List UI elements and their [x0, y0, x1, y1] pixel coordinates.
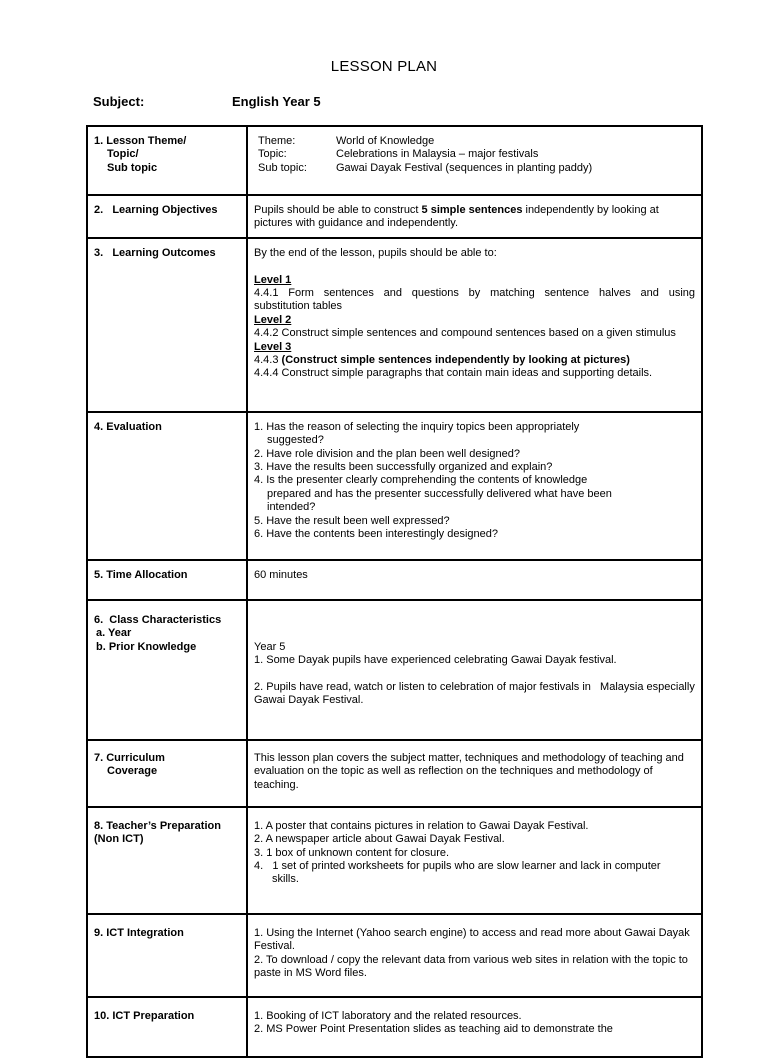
table-row	[87, 126, 702, 195]
eval-question-6: 6. Have the contents been interestingly designed?	[254, 528, 498, 541]
ict-integration-item-1: 1. Using the Internet (Yahoo search engine) to access and read more about Gawai Dayak Festival.	[254, 926, 693, 953]
row-value-evaluation	[247, 412, 702, 560]
level-3-heading: Level 3	[254, 340, 292, 353]
row-value-teacher-preparation	[247, 807, 702, 914]
row-label-lesson-theme	[87, 126, 247, 195]
row-label-curriculum-coverage	[87, 740, 247, 807]
spacer	[254, 260, 695, 273]
row-label-line: 1. Lesson Theme/	[94, 135, 187, 147]
row-label-line: (Non ICT)	[94, 833, 144, 846]
row-label-line: b. Prior Knowledge	[96, 640, 197, 653]
row-value-learning-outcomes	[247, 238, 702, 412]
eval-question-2: 2. Have role division and the plan been well designed?	[254, 447, 521, 460]
row-label-learning-outcomes: 3. Learning Outcomes	[87, 238, 247, 412]
subtopic-key: Sub topic:	[258, 161, 307, 174]
eval-question-3: 3. Have the results been successfully organized and explain?	[254, 461, 553, 474]
eval-question-5: 5. Have the result been well expressed?	[254, 514, 450, 527]
lesson-plan-table	[86, 125, 703, 1058]
row-label-learning-objectives: 2. Learning Objectives	[87, 195, 247, 238]
objective-text-bold: 5 simple sentences	[421, 204, 523, 216]
outcome-4-4-3-num: 4.4.3	[254, 354, 282, 367]
row-value-lesson-theme	[247, 126, 702, 195]
prep-item-4: 4. 1 set of printed worksheets for pupils who are slow learner and lack in computer	[254, 860, 661, 873]
row-value-curriculum-coverage: This lesson plan covers the subject matter, techniques and methodology of teaching and evaluation on the topic as well as reflection on the techniques and methodology of teaching.	[247, 740, 702, 807]
theme-value: World of Knowledge	[336, 135, 435, 147]
table-row	[87, 914, 702, 997]
outcome-4-4-2: 4.4.2 Construct simple sentences and compound sentences based on a given stimulus	[254, 327, 676, 340]
table-row	[87, 997, 702, 1057]
row-label-time-allocation: 5. Time Allocation	[87, 560, 247, 600]
subtopic-value: Gawai Dayak Festival (sequences in planting paddy)	[336, 161, 593, 174]
prep-item-4-cont: skills.	[272, 873, 299, 886]
eval-question-4-cont: intended?	[267, 501, 316, 514]
topic-value: Celebrations in Malaysia – major festivals	[336, 148, 539, 161]
row-label-ict-preparation: 10. ICT Preparation	[87, 997, 247, 1057]
row-value-learning-objectives	[247, 195, 702, 238]
theme-key: Theme:	[258, 135, 296, 147]
prep-item-2: 2. A newspaper article about Gawai Dayak Festival.	[254, 833, 505, 846]
eval-question-1-cont: suggested?	[267, 434, 324, 447]
table-row	[87, 600, 702, 740]
objective-text-post: independently by looking at pictures with guidance and independently.	[254, 204, 659, 230]
outcome-4-4-4: 4.4.4 Construct simple paragraphs that contain main ideas and supporting details.	[254, 367, 653, 380]
ict-integration-item-2: 2. To download / copy the relevant data from various web sites in relation with the topic to paste in MS Word files.	[254, 953, 691, 980]
table-row	[87, 807, 702, 914]
row-value-ict-preparation	[247, 997, 702, 1057]
subject-label: Subject:	[93, 94, 145, 109]
table-row	[87, 740, 702, 807]
subject-value: English Year 5	[232, 94, 321, 109]
row-label-line: 7. Curriculum	[94, 751, 165, 764]
page-title: LESSON PLAN	[330, 58, 438, 75]
row-label-ict-integration: 9. ICT Integration	[87, 914, 247, 997]
row-label-line: Topic/	[107, 148, 139, 161]
table-row	[87, 195, 702, 238]
row-value-time-allocation: 60 minutes	[247, 560, 702, 600]
table-row	[87, 412, 702, 560]
row-value-class-characteristics	[247, 600, 702, 740]
topic-key: Topic:	[258, 148, 287, 161]
eval-question-4: 4. Is the presenter clearly comprehending the contents of knowledge	[254, 474, 588, 487]
row-label-line: 8. Teacher’s Preparation	[94, 819, 221, 832]
row-label-class-characteristics	[87, 600, 247, 740]
table-row	[87, 560, 702, 600]
row-label-line: Sub topic	[107, 161, 158, 174]
prior-knowledge-1: 1. Some Dayak pupils have experienced celebrating Gawai Dayak festival.	[254, 654, 617, 667]
level-2-heading: Level 2	[254, 313, 292, 326]
prep-item-1: 1. A poster that contains pictures in relation to Gawai Dayak Festival.	[254, 819, 589, 832]
class-year: Year 5	[254, 640, 286, 653]
eval-question-4-cont: prepared and has the presenter successfully delivered what have been	[267, 487, 612, 500]
prep-item-3: 3. 1 box of unknown content for closure.	[254, 846, 450, 859]
eval-question-1: 1. Has the reason of selecting the inquiry topics been appropriately	[254, 420, 580, 433]
row-label-teacher-preparation	[87, 807, 247, 914]
row-label-evaluation: 4. Evaluation	[87, 412, 247, 560]
row-label-line: Coverage	[107, 765, 158, 778]
row-label-line: 6. Class Characteristics	[94, 613, 222, 626]
outcome-4-4-3	[254, 354, 695, 367]
level-1-heading: Level 1	[254, 273, 292, 286]
row-label-line: a. Year	[96, 627, 132, 640]
ict-preparation-item-2: 2. MS Power Point Presentation slides as teaching aid to demonstrate the	[254, 1023, 613, 1036]
ict-preparation-item-1: 1. Booking of ICT laboratory and the related resources.	[254, 1009, 522, 1022]
spacer	[254, 668, 695, 681]
prior-knowledge-2: 2. Pupils have read, watch or listen to celebration of major festivals in Malaysia especially Gawai Dayak Festival.	[254, 681, 698, 707]
objective-text-pre: Pupils should be able to construct	[254, 204, 422, 216]
row-value-ict-integration	[247, 914, 702, 997]
table-row	[87, 238, 702, 412]
outcome-4-4-1: 4.4.1 Form sentences and questions by matching sentence halves and using substitution tables	[254, 287, 699, 313]
outcome-4-4-3-text: (Construct simple sentences independently by looking at pictures)	[281, 354, 630, 367]
outcomes-intro: By the end of the lesson, pupils should be able to:	[254, 246, 497, 259]
